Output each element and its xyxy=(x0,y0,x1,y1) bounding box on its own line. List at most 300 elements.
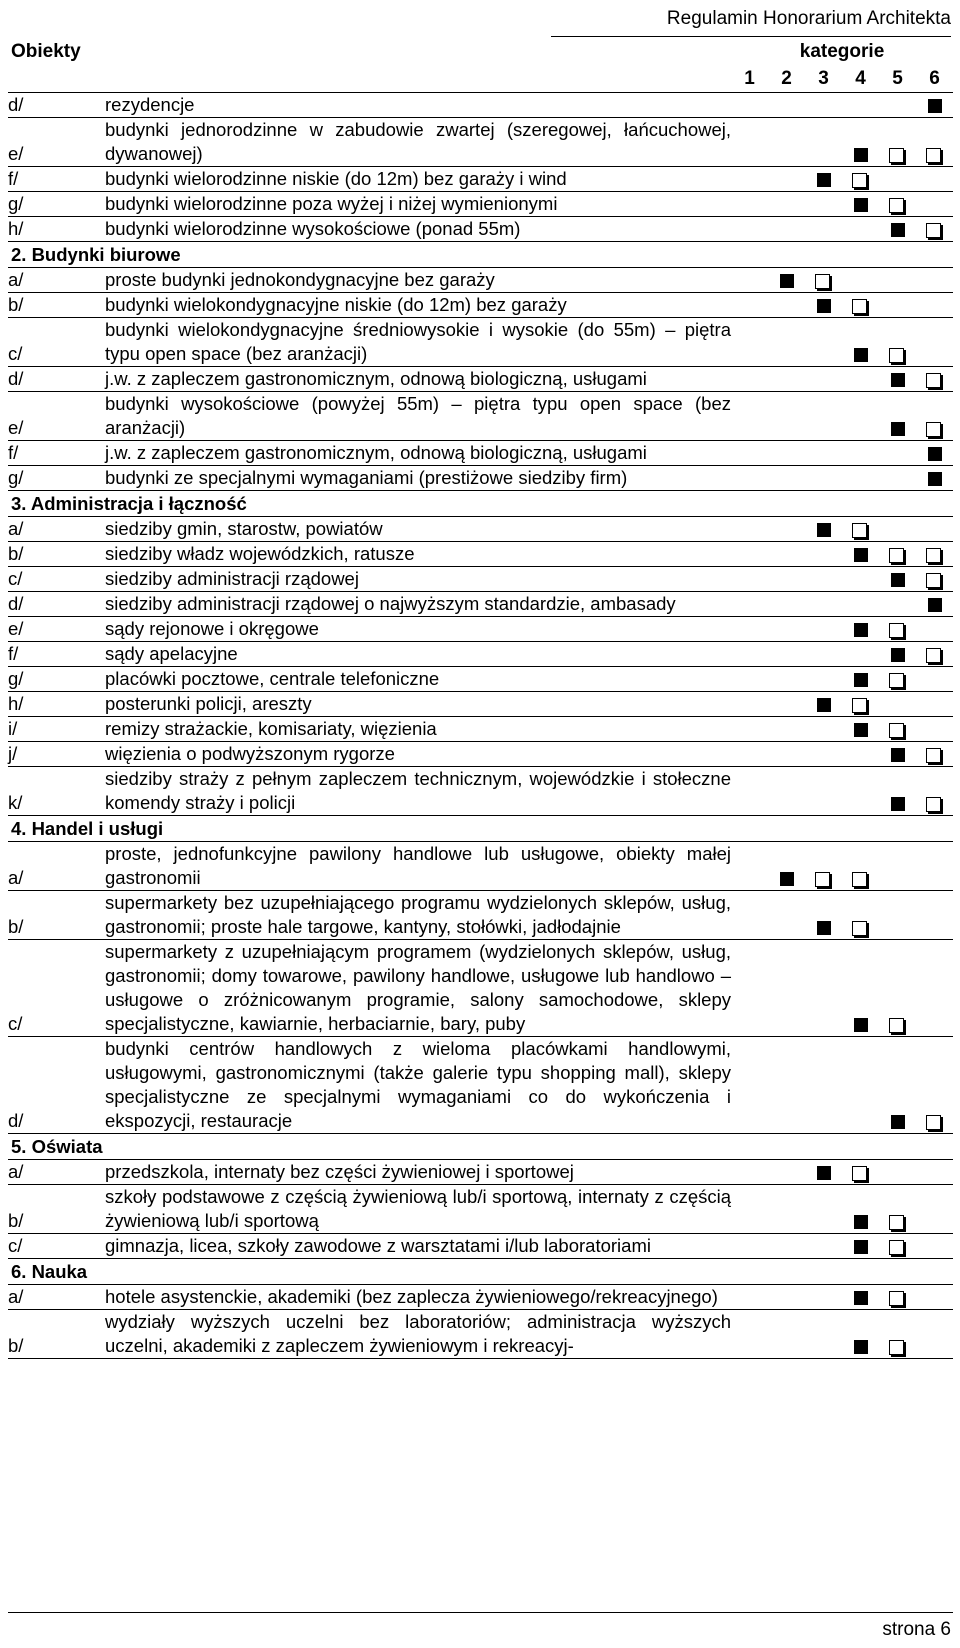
category-cell xyxy=(916,192,953,217)
category-cell xyxy=(731,767,768,816)
category-cell xyxy=(768,293,805,318)
table-row xyxy=(8,692,953,717)
category-cell xyxy=(731,217,768,242)
category-cell xyxy=(768,1185,805,1234)
shadowed-empty-square-icon xyxy=(926,648,941,663)
document-title: Regulamin Honorarium Architekta xyxy=(666,8,951,29)
category-cell xyxy=(842,392,879,441)
section-title: 4. Handel i usługi xyxy=(8,816,953,842)
category-cell xyxy=(879,217,916,242)
shadowed-empty-square-icon xyxy=(852,523,867,538)
table-row xyxy=(8,1160,953,1185)
category-cell xyxy=(879,667,916,692)
table-row xyxy=(8,767,953,816)
shadowed-empty-square-icon xyxy=(926,223,941,238)
row-description: budynki ze specjalnymi wymaganiami (prestiżowe siedziby firm) xyxy=(105,466,731,491)
page-number: strona 6 xyxy=(882,1619,951,1640)
category-cell xyxy=(768,217,805,242)
row-key: a/ xyxy=(8,517,105,542)
category-cell xyxy=(805,392,842,441)
shadowed-empty-square-icon xyxy=(852,1166,867,1181)
category-cell xyxy=(805,742,842,767)
category-cell xyxy=(842,1037,879,1134)
table-row xyxy=(8,617,953,642)
shadowed-empty-square-icon xyxy=(889,348,904,363)
shadowed-empty-square-icon xyxy=(889,148,904,163)
table-row xyxy=(8,667,953,692)
category-cell xyxy=(768,617,805,642)
row-description: hotele asystenckie, akademiki (bez zaplecza żywieniowego/rekreacyjnego) xyxy=(105,1285,731,1310)
category-cell xyxy=(842,642,879,667)
row-description: sądy apelacyjne xyxy=(105,642,731,667)
category-cell xyxy=(805,192,842,217)
category-cell xyxy=(879,767,916,816)
category-cell xyxy=(879,318,916,367)
category-cell xyxy=(842,167,879,192)
table-row xyxy=(8,466,953,491)
shadowed-empty-square-icon xyxy=(926,573,941,588)
category-cell xyxy=(916,441,953,466)
shadowed-empty-square-icon xyxy=(926,422,941,437)
category-cell xyxy=(805,318,842,367)
category-cell xyxy=(879,842,916,891)
category-cell xyxy=(842,667,879,692)
row-key: b/ xyxy=(8,891,105,940)
category-cell xyxy=(768,642,805,667)
shadowed-empty-square-icon xyxy=(889,198,904,213)
category-cell xyxy=(879,542,916,567)
shadowed-empty-square-icon xyxy=(926,797,941,812)
table-row xyxy=(8,318,953,367)
shadowed-empty-square-icon xyxy=(852,872,867,887)
row-key: d/ xyxy=(8,367,105,392)
category-cell xyxy=(731,466,768,491)
category-cell xyxy=(879,1185,916,1234)
category-cell xyxy=(731,692,768,717)
category-cell xyxy=(731,1310,768,1359)
category-cell xyxy=(768,93,805,118)
category-cell xyxy=(768,392,805,441)
row-key: h/ xyxy=(8,217,105,242)
row-description: budynki wysokościowe (powyżej 55m) – piętra typu open space (bez aranżacji) xyxy=(105,392,731,441)
row-key: k/ xyxy=(8,767,105,816)
category-number: 5 xyxy=(879,66,916,93)
filled-square-icon xyxy=(817,523,831,537)
category-number: 1 xyxy=(731,66,768,93)
category-cell xyxy=(805,517,842,542)
filled-square-icon xyxy=(780,872,794,886)
table-row xyxy=(8,167,953,192)
category-cell xyxy=(805,542,842,567)
filled-square-icon xyxy=(854,1215,868,1229)
category-cell xyxy=(731,1285,768,1310)
category-cell xyxy=(842,567,879,592)
category-cell xyxy=(805,93,842,118)
table-row xyxy=(8,592,953,617)
filled-square-icon xyxy=(891,573,905,587)
filled-square-icon xyxy=(928,99,942,113)
row-key: c/ xyxy=(8,567,105,592)
table-row xyxy=(8,93,953,118)
category-cell xyxy=(731,1185,768,1234)
category-cell xyxy=(768,268,805,293)
category-cell xyxy=(916,891,953,940)
row-key: j/ xyxy=(8,742,105,767)
row-key: e/ xyxy=(8,392,105,441)
row-key: d/ xyxy=(8,93,105,118)
row-key: e/ xyxy=(8,118,105,167)
shadowed-empty-square-icon xyxy=(889,623,904,638)
category-cell xyxy=(805,1037,842,1134)
category-cell xyxy=(768,940,805,1037)
category-cell xyxy=(916,167,953,192)
category-cell xyxy=(805,1310,842,1359)
category-cell xyxy=(805,441,842,466)
row-key: c/ xyxy=(8,940,105,1037)
category-cell xyxy=(916,1234,953,1259)
shadowed-empty-square-icon xyxy=(926,148,941,163)
row-key: b/ xyxy=(8,293,105,318)
shadowed-empty-square-icon xyxy=(889,1291,904,1306)
category-cell xyxy=(916,617,953,642)
category-cell xyxy=(842,192,879,217)
row-description: proste, jednofunkcyjne pawilony handlowe lub usługowe, obiekty małej gastronomii xyxy=(105,842,731,891)
category-cell xyxy=(768,1285,805,1310)
row-key: c/ xyxy=(8,318,105,367)
category-cell xyxy=(805,1185,842,1234)
category-cell xyxy=(768,318,805,367)
category-cell xyxy=(842,118,879,167)
category-cell xyxy=(731,1234,768,1259)
section-title: 5. Oświata xyxy=(8,1134,953,1160)
table-row xyxy=(8,293,953,318)
category-cell xyxy=(879,642,916,667)
row-key: a/ xyxy=(8,842,105,891)
category-cell xyxy=(768,1160,805,1185)
row-key: a/ xyxy=(8,268,105,293)
row-key: g/ xyxy=(8,466,105,491)
category-cell xyxy=(731,1160,768,1185)
category-cell xyxy=(879,118,916,167)
row-key: g/ xyxy=(8,667,105,692)
shadowed-empty-square-icon xyxy=(889,1018,904,1033)
category-cell xyxy=(768,1310,805,1359)
table-row xyxy=(8,940,953,1037)
row-key: b/ xyxy=(8,1185,105,1234)
table-row xyxy=(8,192,953,217)
category-number: 3 xyxy=(805,66,842,93)
row-key: g/ xyxy=(8,192,105,217)
category-cell xyxy=(842,617,879,642)
category-cell xyxy=(842,93,879,118)
table-row xyxy=(8,842,953,891)
shadowed-empty-square-icon xyxy=(852,299,867,314)
row-description: rezydencje xyxy=(105,93,731,118)
category-cell xyxy=(805,293,842,318)
table-row xyxy=(8,542,953,567)
filled-square-icon xyxy=(854,1291,868,1305)
shadowed-empty-square-icon xyxy=(889,673,904,688)
filled-square-icon xyxy=(780,274,794,288)
category-cell xyxy=(879,441,916,466)
filled-square-icon xyxy=(817,698,831,712)
row-key: f/ xyxy=(8,167,105,192)
shadowed-empty-square-icon xyxy=(926,748,941,763)
category-cell xyxy=(805,592,842,617)
row-key: a/ xyxy=(8,1285,105,1310)
category-cell xyxy=(916,1185,953,1234)
table-row xyxy=(8,1310,953,1359)
category-cell xyxy=(842,717,879,742)
row-description: j.w. z zapleczem gastronomicznym, odnową biologiczną, usługami xyxy=(105,441,731,466)
category-cell xyxy=(879,717,916,742)
category-cell xyxy=(805,567,842,592)
category-cell xyxy=(916,1310,953,1359)
filled-square-icon xyxy=(817,921,831,935)
filled-square-icon xyxy=(854,1340,868,1354)
category-cell xyxy=(805,118,842,167)
section-title: 2. Budynki biurowe xyxy=(8,242,953,268)
category-cell xyxy=(879,1234,916,1259)
category-cell xyxy=(842,1285,879,1310)
category-cell xyxy=(768,1037,805,1134)
row-description: więzienia o podwyższonym rygorze xyxy=(105,742,731,767)
row-description: gimnazja, licea, szkoły zawodowe z warsztatami i/lub laboratoriami xyxy=(105,1234,731,1259)
table-row xyxy=(8,441,953,466)
row-key: h/ xyxy=(8,692,105,717)
row-description: placówki pocztowe, centrale telefoniczne xyxy=(105,667,731,692)
filled-square-icon xyxy=(854,548,868,562)
category-cell xyxy=(768,742,805,767)
section-header xyxy=(8,242,953,268)
filled-square-icon xyxy=(854,148,868,162)
category-cell xyxy=(768,167,805,192)
category-cell xyxy=(731,717,768,742)
row-key: a/ xyxy=(8,1160,105,1185)
table-row xyxy=(8,742,953,767)
row-description: budynki centrów handlowych z wieloma placówkami handlowymi, usługowymi, gastronomicznymi (także galerie typu shopping mall), sklepy specjalistyczne ze specjalnymi wymaganiami co do wykończenia i ekspozycji, restauracje xyxy=(105,1037,731,1134)
category-cell xyxy=(805,367,842,392)
section-header xyxy=(8,816,953,842)
filled-square-icon xyxy=(891,1115,905,1129)
table-row xyxy=(8,118,953,167)
category-cell xyxy=(879,891,916,940)
row-description: posterunki policji, areszty xyxy=(105,692,731,717)
filled-square-icon xyxy=(891,373,905,387)
category-cell xyxy=(916,542,953,567)
filled-square-icon xyxy=(891,223,905,237)
category-cell xyxy=(805,642,842,667)
category-cell xyxy=(842,940,879,1037)
category-cell xyxy=(731,318,768,367)
table-row xyxy=(8,1037,953,1134)
category-cell xyxy=(768,891,805,940)
shadowed-empty-square-icon xyxy=(889,548,904,563)
category-cell xyxy=(916,367,953,392)
category-cell xyxy=(731,642,768,667)
row-description: supermarkety bez uzupełniającego programu wydzielonych sklepów, usług, gastronomii; proste hale targowe, kantyny, stołówki, jadłodajnie xyxy=(105,891,731,940)
category-cell xyxy=(916,517,953,542)
category-cell xyxy=(916,318,953,367)
category-cell xyxy=(805,1160,842,1185)
table-row xyxy=(8,367,953,392)
row-description: j.w. z zapleczem gastronomicznym, odnową biologiczną, usługami xyxy=(105,367,731,392)
category-cell xyxy=(842,1185,879,1234)
category-cell xyxy=(916,392,953,441)
row-description: siedziby władz wojewódzkich, ratusze xyxy=(105,542,731,567)
row-key: e/ xyxy=(8,617,105,642)
category-cell xyxy=(879,1037,916,1134)
category-cell xyxy=(879,1285,916,1310)
category-cell xyxy=(916,217,953,242)
shadowed-empty-square-icon xyxy=(926,1115,941,1130)
category-cell xyxy=(731,167,768,192)
row-key: i/ xyxy=(8,717,105,742)
filled-square-icon xyxy=(854,723,868,737)
category-cell xyxy=(731,192,768,217)
category-number: 6 xyxy=(916,66,953,93)
row-description: budynki wielokondygnacyjne niskie (do 12m) bez garaży xyxy=(105,293,731,318)
category-numbers-row xyxy=(8,66,953,93)
category-cell xyxy=(879,617,916,642)
category-cell xyxy=(916,767,953,816)
filled-square-icon xyxy=(817,173,831,187)
category-cell xyxy=(805,268,842,293)
category-cell xyxy=(731,542,768,567)
row-description: budynki jednorodzinne w zabudowie zwartej (szeregowej, łańcuchowej, dywanowej) xyxy=(105,118,731,167)
category-cell xyxy=(879,268,916,293)
section-header xyxy=(8,1134,953,1160)
row-description: wydziały wyższych uczelni bez laboratoriów; administracja wyższych uczelni, akademiki z zapleczem żywieniowym i rekreacyj- xyxy=(105,1310,731,1359)
filled-square-icon xyxy=(817,299,831,313)
category-cell xyxy=(916,642,953,667)
category-cell xyxy=(731,93,768,118)
category-cell xyxy=(768,567,805,592)
category-cell xyxy=(916,940,953,1037)
category-cell xyxy=(731,742,768,767)
filled-square-icon xyxy=(891,748,905,762)
row-description: remizy strażackie, komisariaty, więzienia xyxy=(105,717,731,742)
table-row xyxy=(8,517,953,542)
table-row xyxy=(8,567,953,592)
category-cell xyxy=(842,592,879,617)
row-key: d/ xyxy=(8,1037,105,1134)
table-row xyxy=(8,1185,953,1234)
category-cell xyxy=(731,617,768,642)
category-cell xyxy=(842,1234,879,1259)
row-description: budynki wielokondygnacyjne średniowysokie i wysokie (do 55m) – piętra typu open space (bez aranżacji) xyxy=(105,318,731,367)
filled-square-icon xyxy=(928,598,942,612)
table-row xyxy=(8,268,953,293)
category-cell xyxy=(731,517,768,542)
category-cell xyxy=(805,717,842,742)
row-key: d/ xyxy=(8,592,105,617)
footer-divider xyxy=(8,1612,953,1613)
row-description: przedszkola, internaty bez części żywieniowej i sportowej xyxy=(105,1160,731,1185)
category-cell xyxy=(805,891,842,940)
category-cell xyxy=(805,667,842,692)
shadowed-empty-square-icon xyxy=(815,274,830,289)
category-cell xyxy=(805,466,842,491)
category-cell xyxy=(805,167,842,192)
category-cell xyxy=(768,118,805,167)
row-description: sądy rejonowe i okręgowe xyxy=(105,617,731,642)
category-cell xyxy=(731,940,768,1037)
category-cell xyxy=(879,293,916,318)
objects-header: Obiekty xyxy=(11,41,81,62)
category-cell xyxy=(916,118,953,167)
shadowed-empty-square-icon xyxy=(852,173,867,188)
row-description: siedziby straży z pełnym zapleczem technicznym, wojewódzkie i stołeczne komendy straży i policji xyxy=(105,767,731,816)
row-key: f/ xyxy=(8,642,105,667)
category-cell xyxy=(916,592,953,617)
category-cell xyxy=(805,692,842,717)
category-cell xyxy=(916,293,953,318)
category-cell xyxy=(768,466,805,491)
category-cell xyxy=(916,268,953,293)
category-cell xyxy=(768,192,805,217)
shadowed-empty-square-icon xyxy=(889,1340,904,1355)
filled-square-icon xyxy=(854,1240,868,1254)
category-cell xyxy=(731,118,768,167)
category-cell xyxy=(916,1285,953,1310)
table-row xyxy=(8,717,953,742)
shadowed-empty-square-icon xyxy=(889,1240,904,1255)
category-cell xyxy=(842,217,879,242)
category-cell xyxy=(805,767,842,816)
row-description: proste budynki jednokondygnacyjne bez garaży xyxy=(105,268,731,293)
shadowed-empty-square-icon xyxy=(926,373,941,388)
category-cell xyxy=(879,692,916,717)
category-cell xyxy=(805,842,842,891)
document-header xyxy=(551,2,951,37)
category-cell xyxy=(879,1310,916,1359)
category-cell xyxy=(768,692,805,717)
filled-square-icon xyxy=(891,422,905,436)
category-cell xyxy=(842,441,879,466)
shadowed-empty-square-icon xyxy=(889,1215,904,1230)
filled-square-icon xyxy=(854,623,868,637)
category-cell xyxy=(731,891,768,940)
shadowed-empty-square-icon xyxy=(889,723,904,738)
category-cell xyxy=(731,1037,768,1134)
category-cell xyxy=(842,542,879,567)
section-header xyxy=(8,491,953,517)
category-cell xyxy=(916,466,953,491)
categories-header: kategorie xyxy=(799,41,885,62)
filled-square-icon xyxy=(854,1018,868,1032)
category-cell xyxy=(842,692,879,717)
category-cell xyxy=(842,1310,879,1359)
category-cell xyxy=(916,567,953,592)
category-cell xyxy=(842,891,879,940)
category-cell xyxy=(842,842,879,891)
row-key: b/ xyxy=(8,542,105,567)
category-cell xyxy=(731,392,768,441)
row-description: szkoły podstawowe z częścią żywieniową lub/i sportową, internaty z częścią żywieniową lub/i sportową xyxy=(105,1185,731,1234)
category-cell xyxy=(731,842,768,891)
filled-square-icon xyxy=(854,673,868,687)
filled-square-icon xyxy=(928,472,942,486)
filled-square-icon xyxy=(817,1166,831,1180)
shadowed-empty-square-icon xyxy=(852,921,867,936)
category-cell xyxy=(842,293,879,318)
section-header xyxy=(8,1259,953,1285)
row-description: siedziby gmin, starostw, powiatów xyxy=(105,517,731,542)
filled-square-icon xyxy=(854,348,868,362)
category-cell xyxy=(731,367,768,392)
category-cell xyxy=(731,592,768,617)
